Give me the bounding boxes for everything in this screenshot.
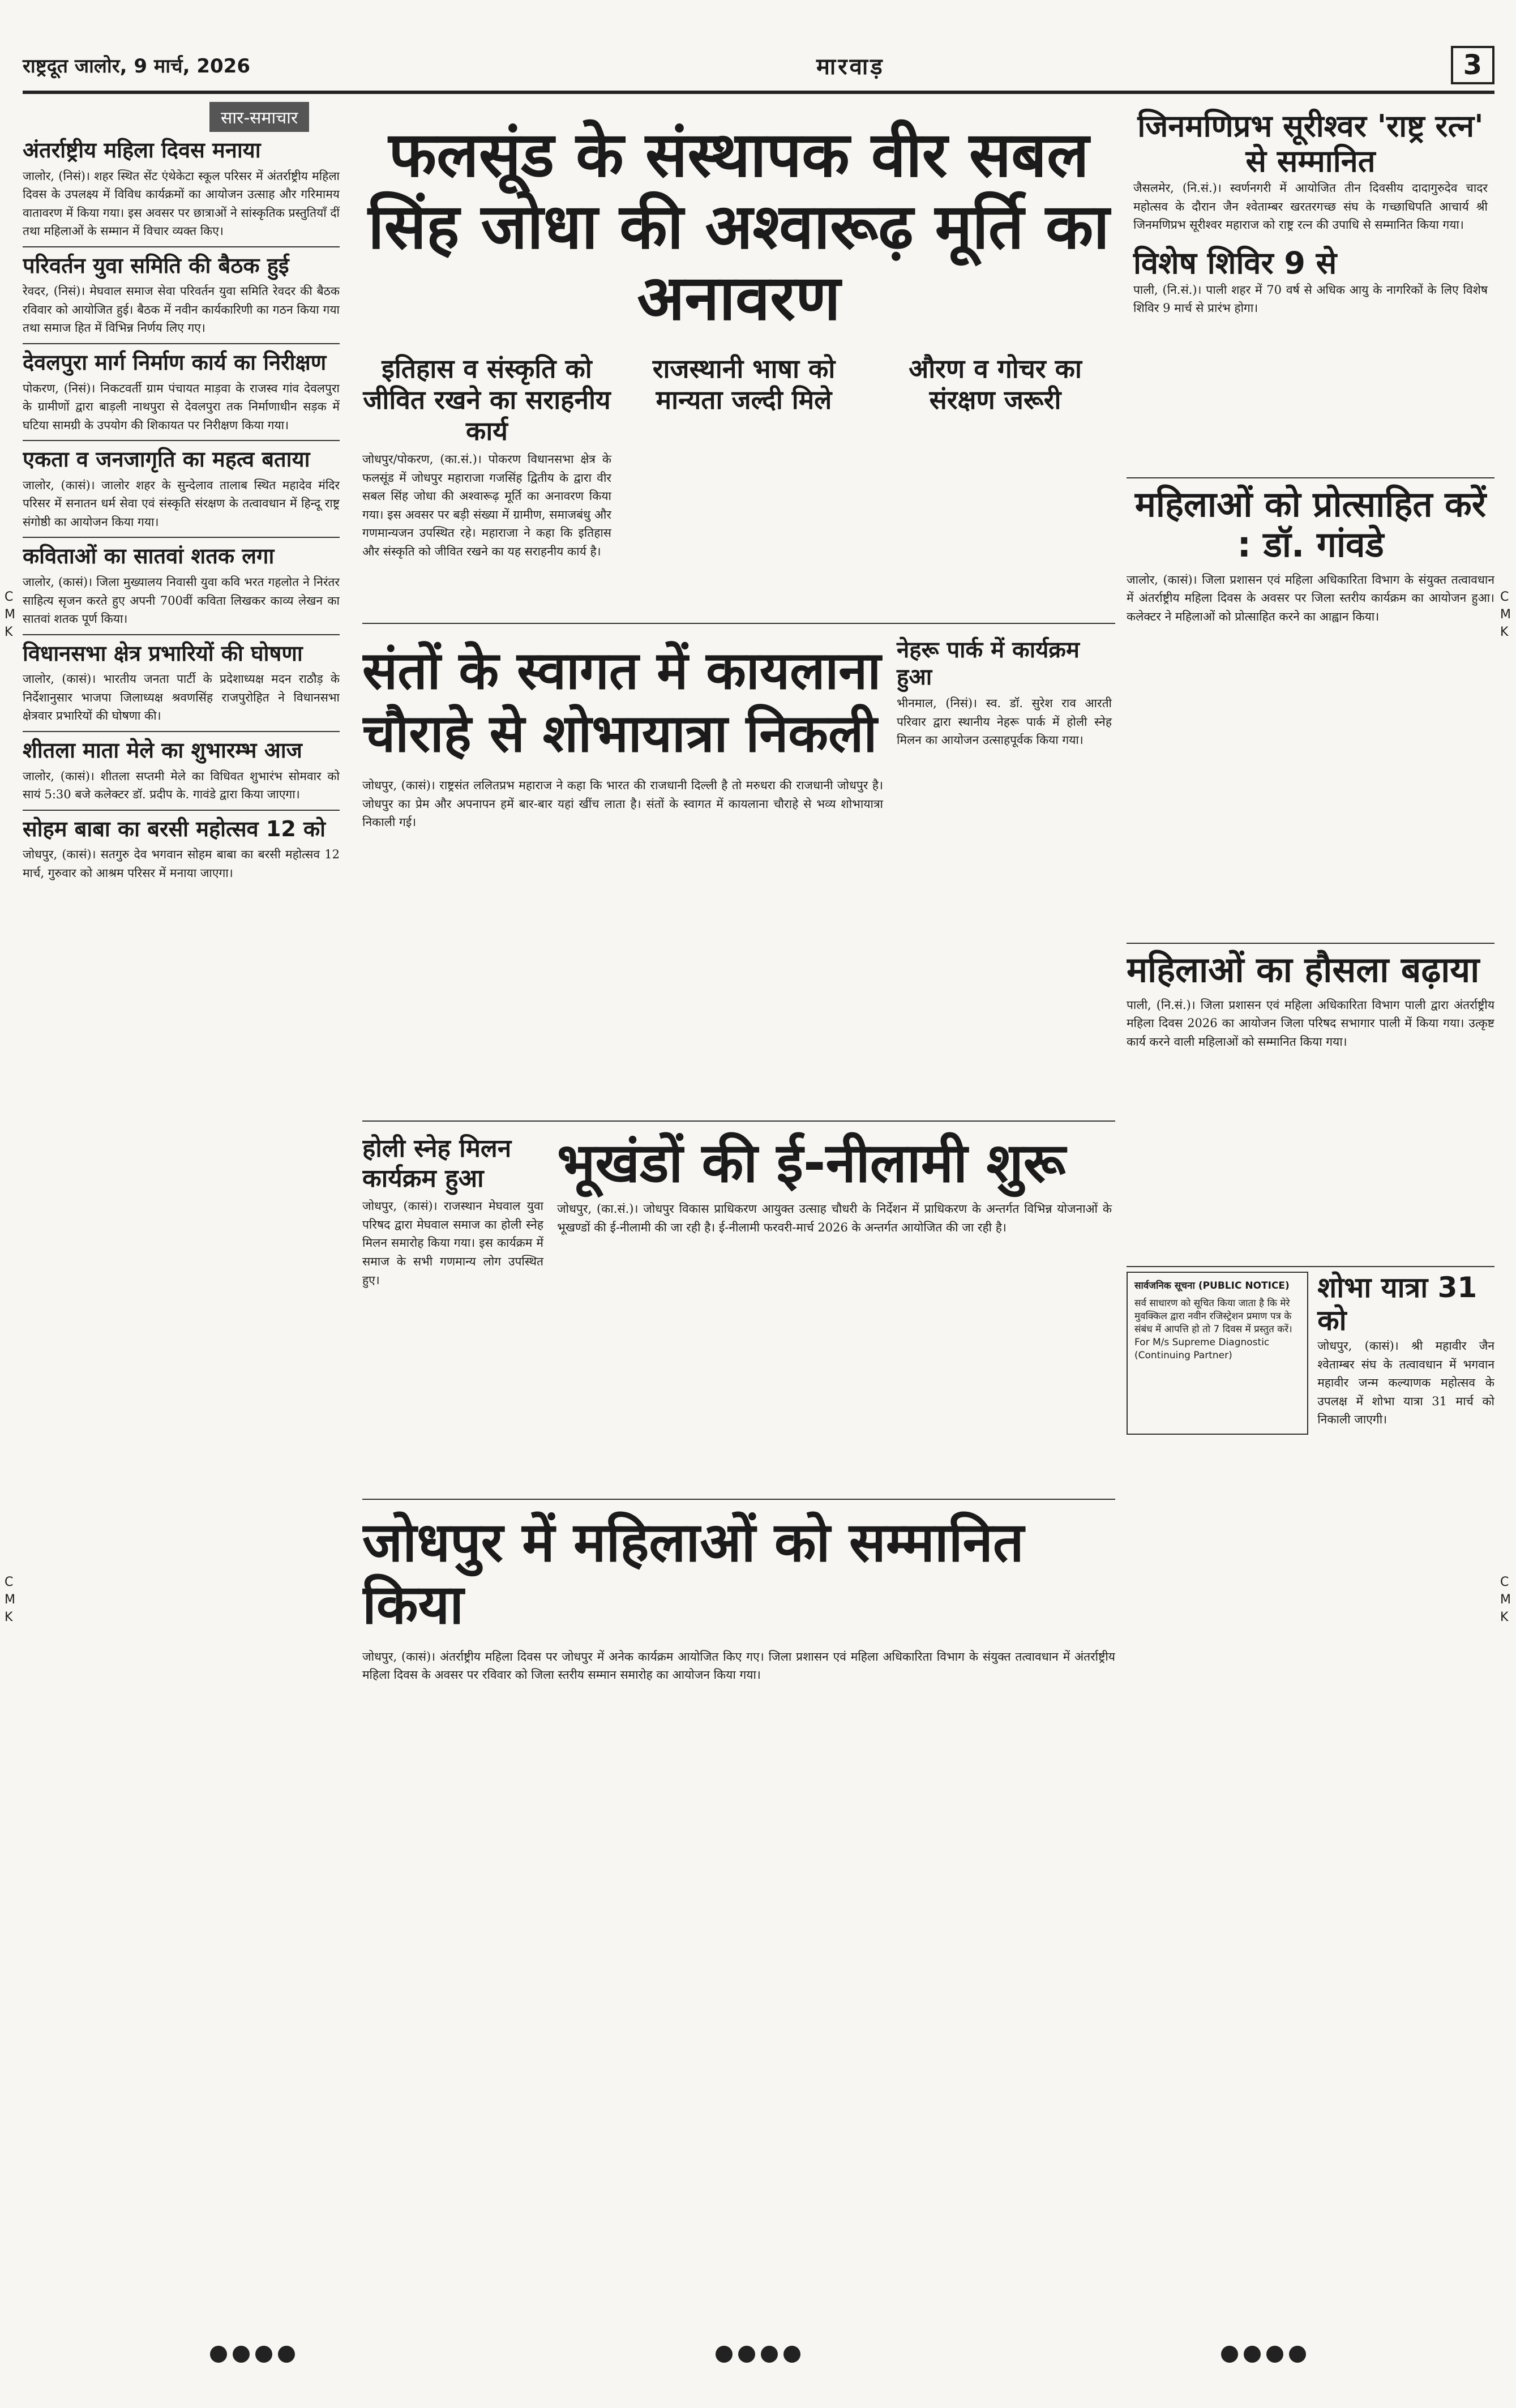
registration-dot-icon <box>255 2346 272 2363</box>
brief-item <box>23 641 340 725</box>
brief-text: जालोर, (कासं)। भारतीय जनता पार्टी के प्रदेशाध्यक्ष मदन राठौड़ के निर्देशानुसार भाजपा जिलाध्यक्ष श्रवणसिंह राजपुरोहित ने विधानसभा क्षेत्रवार प्रभारियों की घोषणा की। <box>23 672 340 723</box>
registration-dot-icon <box>1244 2346 1261 2363</box>
story-text: जोधपुर, (कासं)। अंतर्राष्ट्रीय महिला दिवस पर जोधपुर में अनेक कार्यक्रम आयोजित किए गए। जिला प्रशासन एवं महिला अधिकारिता विभाग के संयुक्त तत्वावधान में अंतर्राष्ट्रीय महिला दिवस के अवसर पर रविवार को जिला स्तरीय सम्मान समारोह का आयोजन किया गया। <box>362 1649 1115 1682</box>
story-text: जालोर, (कासं)। जिला प्रशासन एवं महिला अधिकारिता विभाग के संयुक्त तत्वावधान में अंतर्राष्ट्रीय महिला दिवस के अवसर पर जिला स्तरीय कार्यक्रम का आयोजन हुआ। कलेक्टर ने महिलाओं को प्रोत्साहित करने का आह्वान किया। <box>1127 572 1494 623</box>
brief-text: जालोर, (कासं)। जालोर शहर के सुन्देलाव तालाब स्थित महादेव मंदिर परिसर में सनातन धर्म सेवा एवं संस्कृति संरक्षण के तत्वावधान में हिन्दू राष्ट्र संगोष्ठी का आयोजन किया गया। <box>23 478 340 529</box>
brief-text: पोकरण, (निसं)। निकटवर्ती ग्राम पंचायत माड़वा के राजस्व गांव देवलपुरा के ग्रामीणों द्वारा बाड़ली नाथपुरा से देवलपुरा तक निर्माणाधीन सड़क में घटिया सामग्री के उपयोग की शिकायत पर निरीक्षण किया गया। <box>23 381 340 432</box>
brief-text: जालोर, (कासं)। जिला मुख्यालय निवासी युवा कवि भरत गहलोत ने निरंतर साहित्य सृजन करते हुए अपनी 700वीं कविता लिखकर काव्य लेखन का सातवां शतक पूर्ण किया। <box>23 575 340 626</box>
public-notice <box>1127 1272 1308 1435</box>
honour-story <box>362 1511 1115 1684</box>
brief-title: देवलपुरा मार्ग निर्माण कार्य का निरीक्षण <box>23 350 327 375</box>
brief-title: एकता व जनजागृति का महत्व बताया <box>23 447 310 472</box>
story-text: जैसलमेर, (नि.सं.)। स्वर्णनगरी में आयोजित तीन दिवसीय दादागुरुदेव चादर महोत्सव के दौरान जैन श्वेताम्बर खरतरगच्छ संघ के गच्छाधिपति आचार्य श्री जिनमणिप्रभ सूरीश्वर महाराज को राष्ट्र रत्न की उपाधि से सम्मानित किया गया। <box>1133 181 1488 232</box>
brief-title: कविताओं का सातवां शतक लगा <box>23 544 275 569</box>
cmk-mark: C M K <box>5 590 15 639</box>
story-text: भीनमाल, (निसं)। स्व. डॉ. सुरेश राव आरती परिवार द्वारा स्थानीय नेहरू पार्क में होली स्नेह मिलन का आयोजन उत्साहपूर्वक किया गया। <box>897 696 1112 747</box>
women-encourage-story <box>1127 484 1494 626</box>
story-text: पाली, (नि.सं.)। जिला प्रशासन एवं महिला अधिकारिता विभाग पाली द्वारा अंतर्राष्ट्रीय महिला दिवस 2026 का आयोजन जिला परिषद सभागार पाली में किया गया। उत्कृष्ट कार्य करने वाली महिलाओं को सम्मानित किया गया। <box>1127 998 1494 1049</box>
brief-item <box>23 816 340 883</box>
masthead-date: राष्ट्रदूत जालोर, 9 मार्च, 2026 <box>23 55 250 78</box>
brief-title: शीतला माता मेले का शुभारम्भ आज <box>23 737 302 763</box>
brief-item <box>23 253 340 337</box>
cmk-mark: C M K <box>5 1575 15 1624</box>
nehru-park-story <box>897 628 1112 837</box>
right-top-story <box>1127 102 1494 330</box>
masthead-section: मारवाड़ <box>816 53 885 80</box>
registration-dot-icon <box>233 2346 250 2363</box>
right-column <box>1127 102 1494 2300</box>
lead-subhead: औरण व गोचर का संरक्षण जरूरी <box>909 353 1082 415</box>
brief-item <box>23 350 340 434</box>
story-headline: विशेष शिविर 9 से <box>1133 245 1337 281</box>
story-headline: जिनमणिप्रभ सूरीश्वर 'राष्ट्र रत्न' से सम्मानित <box>1137 108 1484 179</box>
brief-text: रेवदर, (निसं)। मेघवाल समाज सेवा परिवर्तन युवा समिति रेवदर की बैठक रविवार को आयोजित हुई। बैठक में नवीन कार्यकारिणी का गठन किया गया तथा समाज हित में विभिन्न निर्णय लिए गए। <box>23 284 340 335</box>
brief-title: अंतर्राष्ट्रीय महिला दिवस मनाया <box>23 138 261 162</box>
registration-marks <box>0 2346 1516 2363</box>
lead-story-body <box>362 345 1115 567</box>
lead-subhead: राजस्थानी भाषा को मान्यता जल्दी मिले <box>652 353 836 415</box>
page-number: 3 <box>1451 46 1494 84</box>
registration-dot-icon <box>783 2346 800 2363</box>
story-text: जोधपुर, (कासं)। राष्ट्रसंत ललितप्रभ महाराज ने कहा कि भारत की राजधानी दिल्ली है तो मरुधरा की राजधानी जोधपुर है। जोधपुर का प्रेम और अपनापन हमें बार-बार यहां खींच लाता है। संतों के स्वागत में कायलाना चौराहे से भव्य शोभायात्रा निकाली गई। <box>362 779 883 829</box>
registration-dot-icon <box>210 2346 227 2363</box>
brief-text: जोधपुर, (कासं)। सतगुरु देव भगवान सोहम बाबा का बरसी महोत्सव 12 मार्च, गुरुवार को आश्रम परिसर में मनाया जाएगा। <box>23 848 340 880</box>
registration-dot-icon <box>716 2346 733 2363</box>
masthead <box>23 40 1494 94</box>
news-brief-column <box>23 102 340 2300</box>
brief-text: जालोर, (निसं)। शहर स्थित सेंट एंथेकेटा स्कूल परिसर में अंतर्राष्ट्रीय महिला दिवस के उपलक्ष्य में विविध कार्यक्रमों का आयोजन उत्साह और गरिमामय वातावरण में किया गया। इस अवसर पर छात्राओं ने सांस्कृतिक प्रस्तुतियाँ दीं तथा महिलाओं के सम्मान में विचार व्यक्त किए। <box>23 169 340 238</box>
registration-dot-icon <box>1221 2346 1238 2363</box>
story-headline: शोभा यात्रा 31 को <box>1317 1271 1478 1337</box>
brief-title: परिवर्तन युवा समिति की बैठक हुई <box>23 253 289 278</box>
story-text: जोधपुर, (का.सं.)। जोधपुर विकास प्राधिकरण आयुक्त उत्साह चौधरी के निर्देशन में प्राधिकरण के अन्तर्गत विभिन्न योजनाओं के भूखण्डों की ई-नीलामी की जा रही है। ई-नीलामी फरवरी-मार्च 2026 के अन्तर्गत आयोजित की जा रही है। <box>557 1202 1112 1234</box>
story-headline: नेहरू पार्क में कार्यक्रम हुआ <box>897 637 1080 691</box>
story-text: जोधपुर, (कासं)। राजस्थान मेघवाल युवा परिषद द्वारा मेघवाल समाज का होली स्नेह मिलन समारोह किया गया। इस कार्यक्रम में समाज के सभी गणमान्य लोग उपस्थित हुए। <box>362 1199 543 1287</box>
registration-dot-icon <box>738 2346 755 2363</box>
registration-dot-icon <box>761 2346 778 2363</box>
brief-item <box>23 447 340 531</box>
notice-title: सार्वजनिक सूचना (PUBLIC NOTICE) <box>1134 1280 1290 1292</box>
notice-text: सर्व साधारण को सूचित किया जाता है कि मेरे मुवक्किल द्वारा नवीन रजिस्ट्रेशन प्रमाण पत्र के संबंध में आपत्ति हो तो 7 दिवस में प्रस्तुत करें। For M/s Supreme Diagnostic (Continuing Partner) <box>1134 1298 1292 1361</box>
brief-title: विधानसभा क्षेत्र प्रभारियों की घोषणा <box>23 640 303 666</box>
brief-item <box>23 544 340 628</box>
story-text: पाली, (नि.सं.)। पाली शहर में 70 वर्ष से अधिक आयु के नागरिकों के लिए विशेष शिविर 9 मार्च से प्रारंभ होगा। <box>1133 283 1488 315</box>
brief-item <box>23 138 340 241</box>
story-headline: महिलाओं का हौसला बढ़ाया <box>1127 949 1480 991</box>
brief-item <box>23 738 340 804</box>
holi-story <box>362 1126 543 1295</box>
story-headline: महिलाओं को प्रोत्साहित करें : डॉ. गांवडे <box>1134 484 1487 566</box>
shobhayatra-story <box>362 628 883 837</box>
story-headline: जोधपुर में महिलाओं को सम्मानित किया <box>362 1511 1024 1637</box>
lead-subhead: इतिहास व संस्कृति को जीवित रखने का सराहनीय कार्य <box>363 353 611 446</box>
brief-text: जालोर, (कासं)। शीतला सप्तमी मेले का विधिवत शुभारंभ सोमवार को सायं 5:30 बजे कलेक्टर डॉ. प्रदीप के. गावंडे द्वारा किया जाएगा। <box>23 769 340 802</box>
lead-headline: फलसूंड के संस्थापक वीर सबल सिंह जोधा की अश्वारूढ़ मूर्ति का अनावरण <box>368 118 1110 334</box>
registration-dot-icon <box>1289 2346 1306 2363</box>
story-headline: होली स्नेह मिलन कार्यक्रम हुआ <box>362 1134 512 1193</box>
procession-story <box>1317 1272 1494 1435</box>
story-headline: भूखंडों की ई-नीलामी शुरू <box>557 1131 1066 1195</box>
courage-story <box>1127 949 1494 1051</box>
registration-dot-icon <box>1266 2346 1283 2363</box>
section-tag: सार-समाचार <box>209 102 309 132</box>
registration-dot-icon <box>278 2346 295 2363</box>
story-headline: संतों के स्वागत में कायलाना चौराहे से शोभायात्रा निकली <box>362 640 881 764</box>
story-text: जोधपुर, (कासं)। श्री महावीर जैन श्वेताम्बर संघ के तत्वावधान में भगवान महावीर जन्म कल्याणक महोत्सव के उपलक्ष में शोभा यात्रा 31 मार्च को निकाली जाएगी। <box>1317 1339 1494 1427</box>
brief-title: सोहम बाबा का बरसी महोत्सव 12 को <box>23 816 326 841</box>
cmk-mark: C M K <box>1500 1575 1511 1624</box>
cmk-mark: C M K <box>1500 590 1511 639</box>
auction-story <box>557 1126 1112 1295</box>
main-column <box>362 102 1115 2300</box>
lead-text: जोधपुर/पोकरण, (का.सं.)। पोकरण विधानसभा क्षेत्र के फलसूंड में जोधपुर महाराजा गजसिंह द्वितीय के द्वारा वीर सबल सिंह जोधा की अश्वारूढ़ मूर्ति का अनावरण किया गया। इस अवसर पर बड़ी संख्या में ग्रामीण, समाजबंधु और गणमान्यजन उपस्थित रहे। महाराजा ने कहा कि इतिहास और संस्कृति को जीवित रखने का यह सराहनीय कार्य है। <box>362 452 611 558</box>
